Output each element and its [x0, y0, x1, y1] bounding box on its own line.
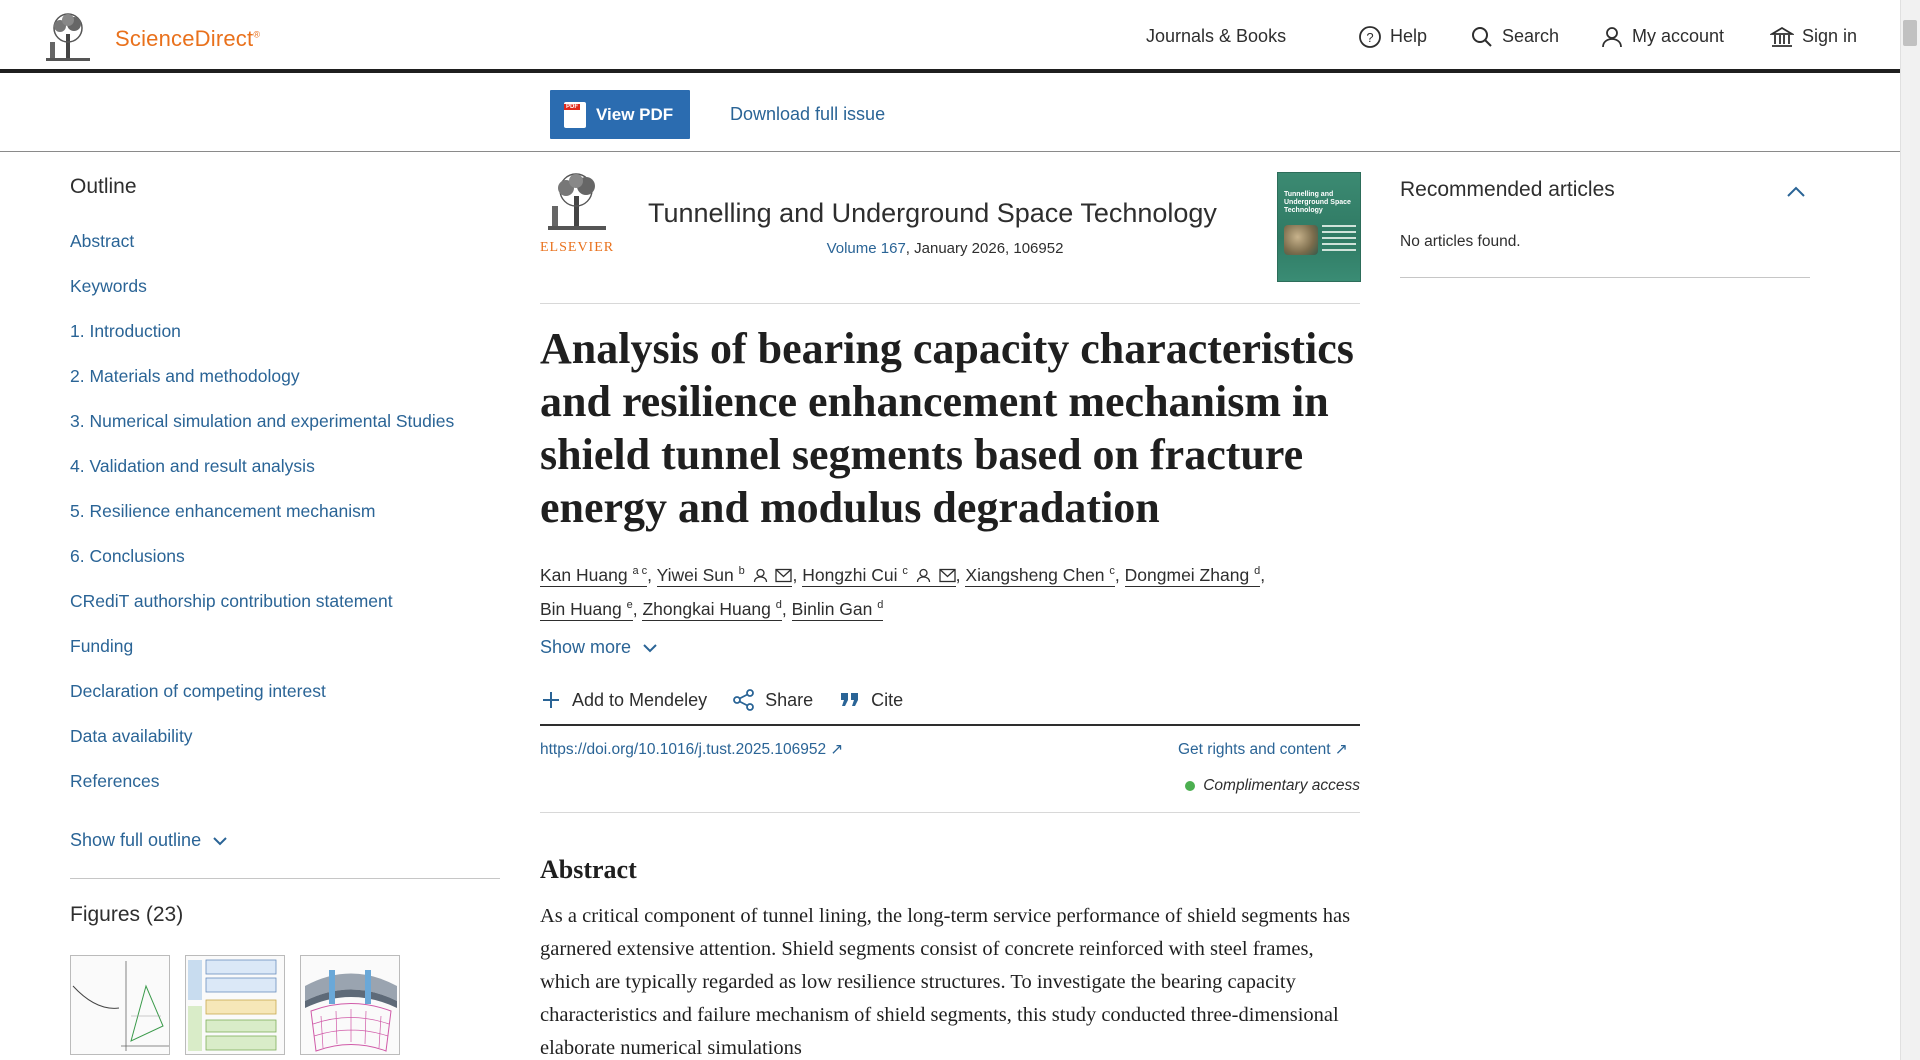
get-rights-label: Get rights and content: [1178, 741, 1331, 758]
volume-link[interactable]: Volume 167: [826, 240, 906, 257]
show-full-outline-label: Show full outline: [70, 830, 202, 850]
journal-cover-image[interactable]: [1277, 172, 1361, 282]
outline-item[interactable]: 1. Introduction: [70, 321, 181, 341]
doi-text: https://doi.org/10.1016/j.tust.2025.106952: [540, 741, 827, 758]
outline-divider: [70, 878, 500, 879]
download-full-issue-link[interactable]: Download full issue: [730, 104, 886, 124]
publisher-name: ELSEVIER: [540, 240, 615, 255]
share-icon: [733, 689, 755, 711]
nav-sign-in-label: Sign in: [1802, 26, 1858, 46]
top-header: [0, 0, 1900, 73]
outline-item[interactable]: 4. Validation and result analysis: [70, 456, 315, 476]
article-title: Analysis of bearing capacity characteristics and resilience enhancement mechanism in shield tunnel segments based on fracture energy and modulus degradation: [540, 324, 1354, 532]
outline-item[interactable]: Declaration of competing interest: [70, 681, 326, 701]
figure-thumbnail[interactable]: [300, 955, 400, 1055]
elsevier-tree-logo-icon[interactable]: [40, 12, 96, 64]
figure-chart-image: [71, 956, 170, 1055]
author-link[interactable]: [642, 599, 781, 621]
pdf-file-icon: [564, 102, 586, 128]
add-to-mendeley-label: Add to Mendeley: [572, 689, 708, 710]
figures-title: Figures (23): [70, 903, 184, 926]
figure-thumbnail[interactable]: [185, 955, 285, 1055]
author-name: Dongmei Zhang: [1124, 564, 1250, 585]
author-name: Bin Huang: [540, 598, 622, 619]
author-affiliation: a c: [632, 565, 648, 577]
show-more-button[interactable]: [540, 637, 659, 658]
figure-thumbnail[interactable]: [70, 955, 170, 1055]
author-link[interactable]: [657, 565, 793, 587]
outline-item[interactable]: References: [70, 771, 160, 791]
author-name: Zhongkai Huang: [642, 598, 771, 619]
author-link[interactable]: [540, 599, 633, 621]
cover-title: Tunnelling and Underground Space Technology: [1284, 191, 1351, 214]
outline-title: Outline: [70, 175, 137, 198]
brand-registered-mark: ®: [253, 29, 261, 40]
cover-photo: [1284, 225, 1318, 255]
journal-title-link[interactable]: Tunnelling and Underground Space Technology: [648, 198, 1217, 228]
author-affiliation: c: [1109, 565, 1115, 577]
recommended-divider: [1400, 277, 1810, 278]
nav-search-label: Search: [1502, 26, 1560, 46]
author-affiliation: d: [775, 598, 782, 611]
chevron-up-icon[interactable]: [1784, 180, 1808, 204]
header-divider: [540, 812, 1360, 813]
plus-icon: [540, 689, 562, 711]
outline-item[interactable]: 5. Resilience enhancement mechanism: [70, 501, 376, 521]
recommended-empty-message: No articles found.: [1400, 233, 1521, 250]
external-link-icon: ↗: [1334, 741, 1348, 758]
author-affiliation: c: [902, 565, 908, 577]
author-link[interactable]: [965, 565, 1115, 587]
access-status-label: Complimentary access: [1203, 777, 1360, 794]
author-affiliation: d: [877, 598, 884, 611]
author-name: Hongzhi Cui: [802, 564, 898, 585]
help-icon: [1358, 25, 1382, 49]
show-full-outline-button[interactable]: [70, 830, 229, 851]
view-pdf-button[interactable]: [550, 90, 690, 139]
author-link[interactable]: [792, 599, 884, 621]
nav-my-account-label: My account: [1632, 26, 1725, 46]
author-link[interactable]: [1125, 565, 1261, 587]
sciencedirect-logo[interactable]: [115, 26, 260, 52]
outline-item[interactable]: Abstract: [70, 231, 135, 251]
article-toolbar: [0, 77, 1900, 152]
recommended-articles-title: Recommended articles: [1400, 178, 1615, 201]
email-icon: [939, 568, 956, 583]
nav-sign-in[interactable]: [1770, 0, 1857, 73]
cover-text-lines: [1322, 225, 1356, 255]
cite-button[interactable]: [839, 689, 903, 711]
outline-item[interactable]: Data availability: [70, 726, 193, 746]
nav-help-label: Help: [1390, 26, 1428, 46]
author-link[interactable]: [802, 565, 955, 587]
author-name: Yiwei Sun: [656, 564, 734, 585]
author-affiliation: e: [626, 598, 633, 611]
author-affiliation: b: [738, 565, 745, 577]
article-actions: [540, 686, 1360, 726]
figure-flowchart-image: [186, 956, 285, 1055]
outline-item[interactable]: CRediT authorship contribution statement: [70, 591, 393, 611]
search-icon: [1470, 25, 1494, 49]
elsevier-tree-icon[interactable]: [540, 172, 612, 234]
nav-journals-books-label: Journals & Books: [1146, 26, 1287, 46]
brand-name: ScienceDirect: [115, 26, 254, 51]
institution-icon: [1770, 25, 1794, 49]
outline-item[interactable]: 3. Numerical simulation and experimental Studies: [70, 411, 455, 431]
cite-label: Cite: [871, 689, 904, 710]
journal-issue-info: [540, 240, 1360, 257]
abstract-text: As a critical component of tunnel lining, the long-term service performance of shield segments has garnered extensive attention. Shield segments consist of concrete reinforced with steel frames, which are typically regarded as low resilience structures. To investigate the bearing capacity characteristics and failure mechanism of shield segments, this study conducted three-dimensional elaborate numerical simulations: [540, 905, 1351, 1059]
outline-item[interactable]: Funding: [70, 636, 134, 656]
abstract-heading: Abstract: [540, 855, 637, 884]
add-to-mendeley-button[interactable]: [540, 689, 707, 711]
outline-item[interactable]: Keywords: [70, 276, 147, 296]
outline-item[interactable]: 2. Materials and methodology: [70, 366, 300, 386]
person-icon: [1600, 25, 1624, 49]
nav-my-account[interactable]: [1600, 0, 1724, 73]
author-list: Kan Huang $^{a c}$, Yiwei Sun $^b$ , Hongzhi Cui $^c$ , Xiangsheng Chen $^c$, Dongmei Zhang $^d$, Bin Huang $^e$, Zhongkai Huang $^d$, Binlin Gan $^d$: [540, 564, 1266, 619]
nav-help[interactable]: [1358, 0, 1427, 73]
author-name: Kan Huang: [540, 564, 628, 585]
scrollbar-thumb[interactable]: [1903, 20, 1917, 46]
author-name: Binlin Gan: [791, 598, 873, 619]
journal-header: [540, 172, 1360, 304]
share-button[interactable]: [733, 689, 813, 711]
figure-tunnel-segment-image: [301, 956, 400, 1055]
author-name: Xiangsheng Chen: [965, 564, 1105, 585]
show-more-label: Show more: [540, 637, 632, 657]
access-status-dot-icon: [1185, 781, 1195, 791]
outline-panel: [70, 175, 500, 814]
issue-date-article-number: , January 2026, 106952: [905, 240, 1064, 257]
person-icon: [915, 568, 932, 583]
author-affiliation: d: [1254, 565, 1261, 577]
external-link-icon: ↗: [830, 741, 844, 758]
author-link[interactable]: [540, 565, 647, 587]
nav-journals-books[interactable]: [1146, 0, 1286, 73]
view-pdf-label: View PDF: [596, 104, 674, 124]
chevron-down-icon: [211, 832, 229, 850]
page-scrollbar[interactable]: [1900, 0, 1920, 1060]
quote-icon: [839, 689, 861, 711]
chevron-down-icon: [641, 639, 659, 657]
share-label: Share: [765, 689, 814, 710]
email-icon: [775, 568, 792, 583]
person-icon: [752, 568, 769, 583]
outline-item[interactable]: 6. Conclusions: [70, 546, 185, 566]
svg-text:?: ?: [1366, 29, 1374, 45]
doi-link[interactable]: [540, 740, 843, 759]
nav-search[interactable]: [1470, 0, 1559, 73]
get-rights-link[interactable]: [1178, 740, 1348, 759]
access-status: [1178, 777, 1360, 795]
